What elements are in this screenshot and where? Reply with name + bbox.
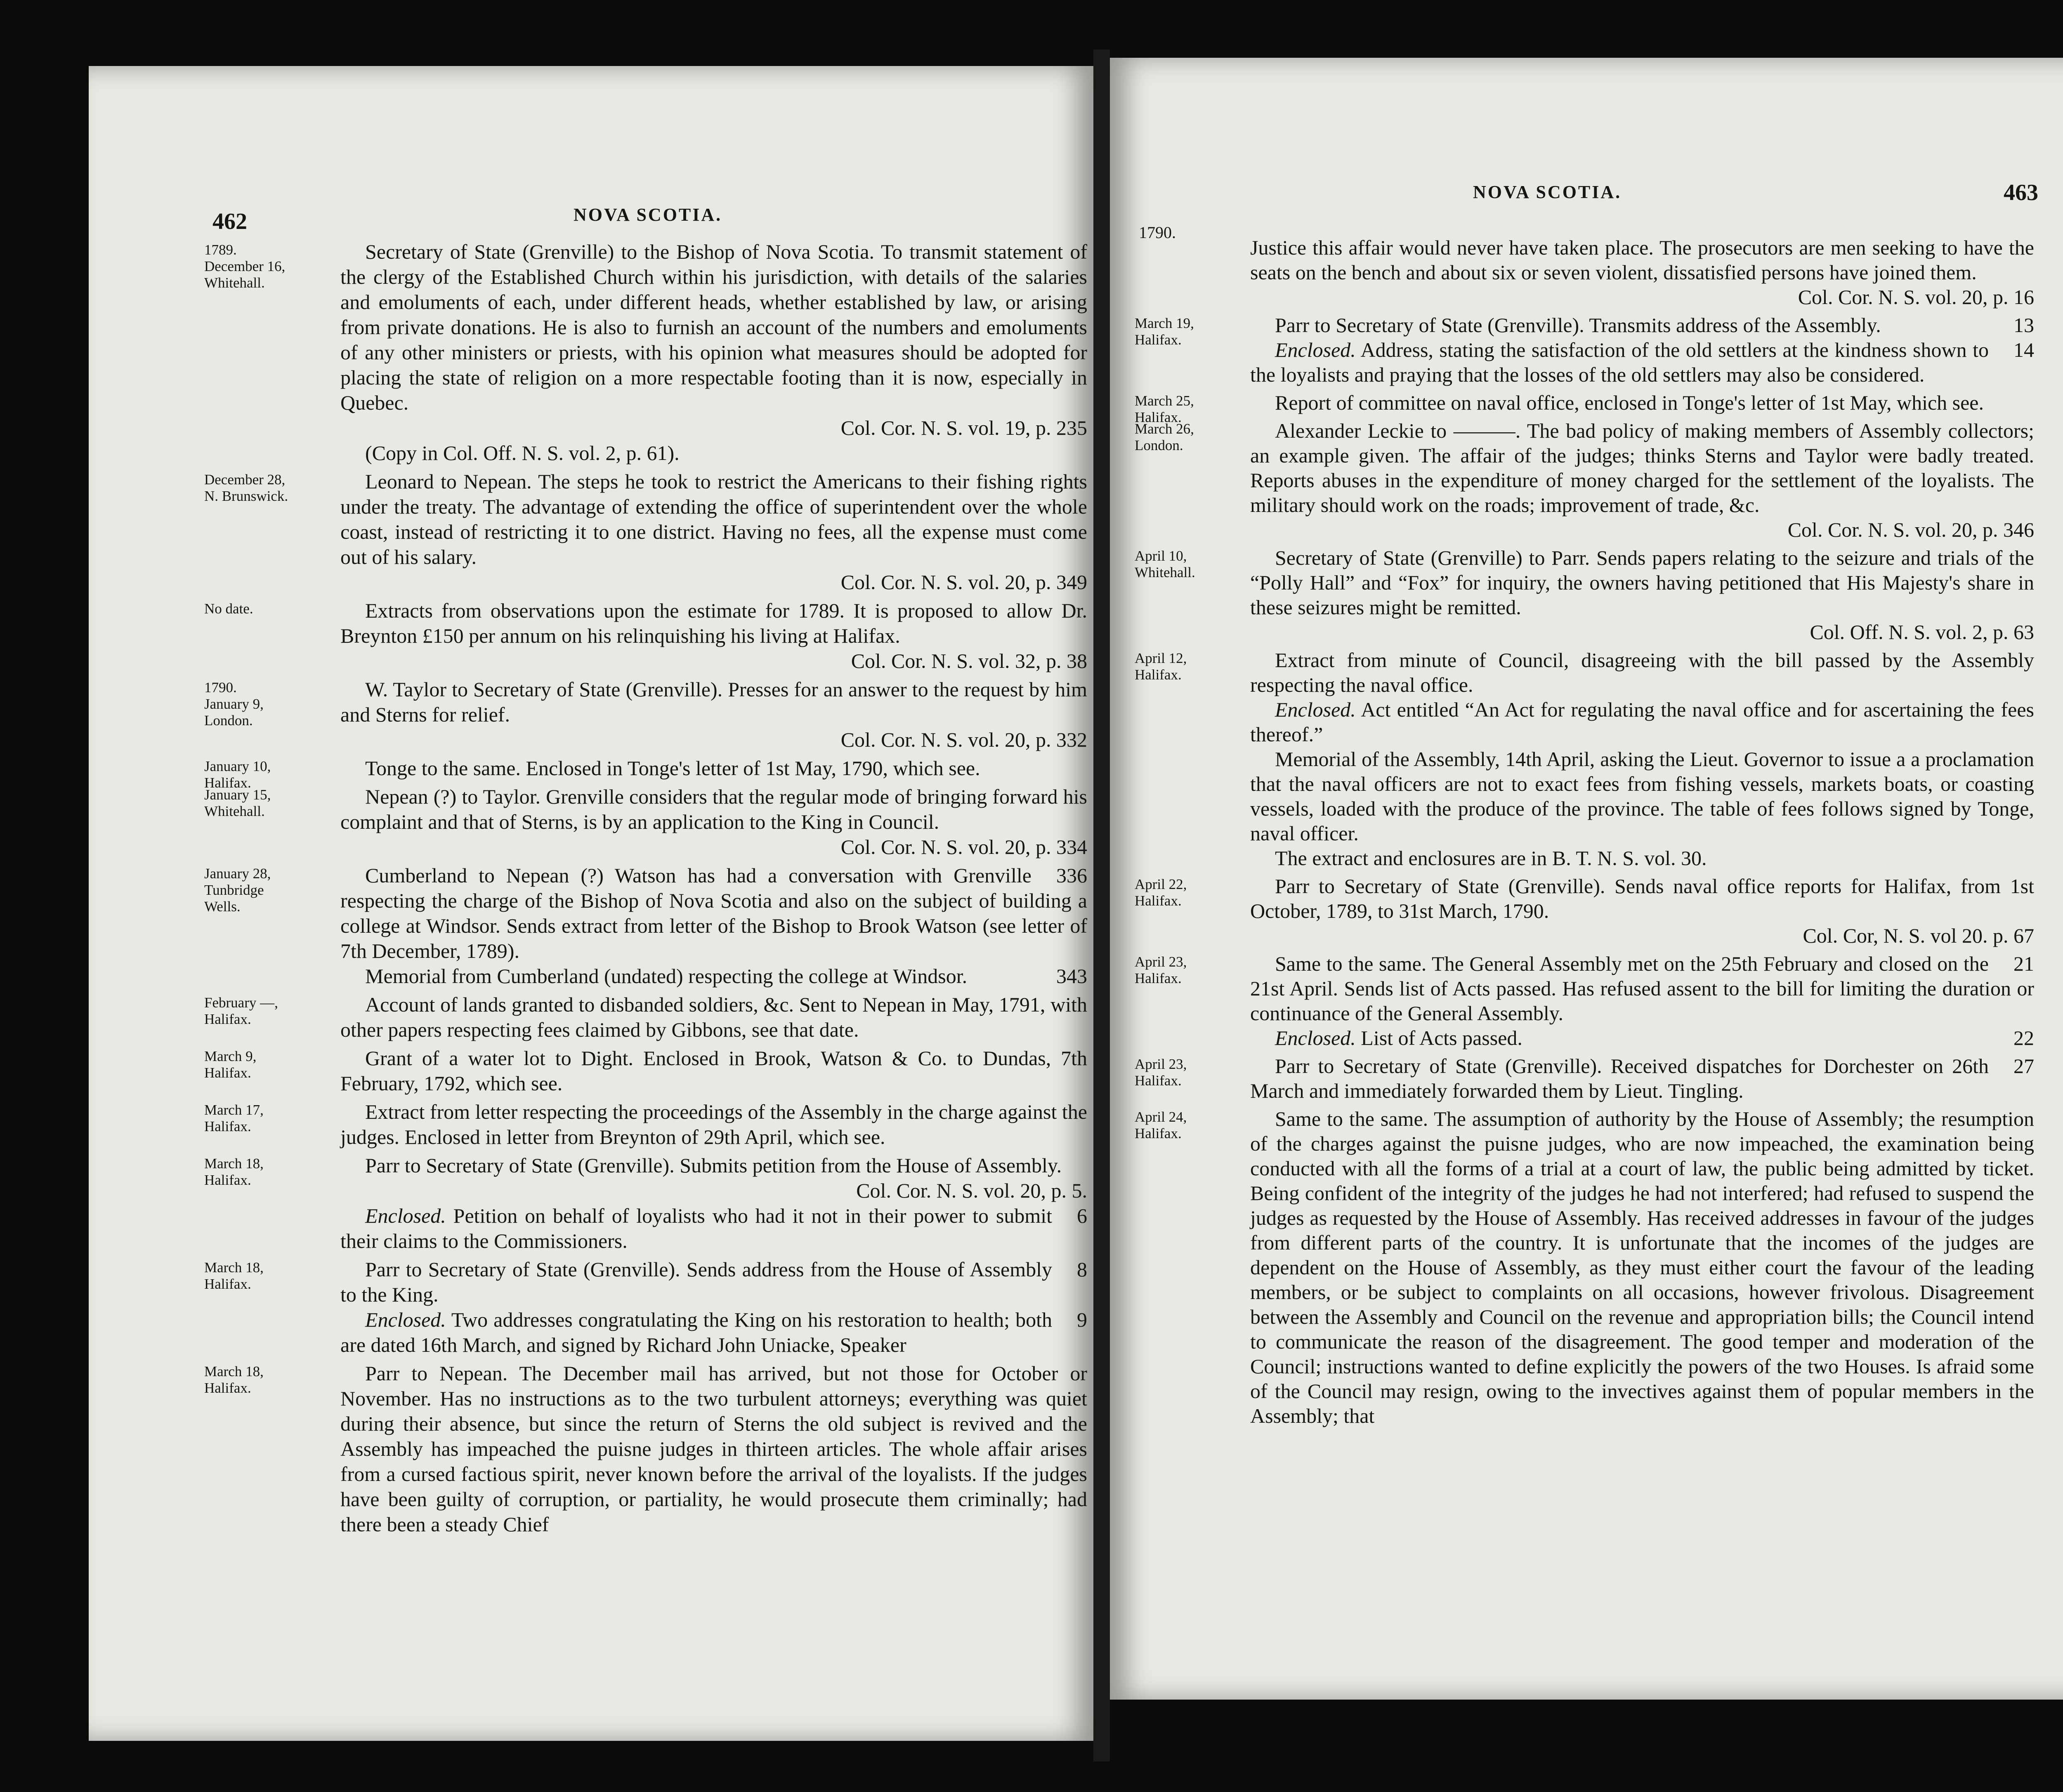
margin-date-place — [1135, 650, 1248, 683]
calendar-entry — [204, 1361, 1087, 1537]
margin-date-place — [204, 1155, 318, 1188]
entry-paragraph — [1250, 846, 2034, 870]
running-head: NOVA SCOTIA. — [1473, 182, 1622, 202]
margin-note: March 18, — [204, 1259, 264, 1276]
margin-date-place — [1135, 1109, 1248, 1142]
entry-text: (Copy in Col. Off. N. S. vol. 2, p. 61). — [365, 441, 680, 465]
entry-body — [340, 1153, 1087, 1254]
margin-note: March 18, — [204, 1363, 264, 1379]
archive-reference: 343 — [1056, 964, 1087, 988]
entry-body — [340, 677, 1087, 752]
enclosed-label: Enclosed. — [365, 1204, 446, 1227]
calendar-entry — [204, 992, 1087, 1042]
calendar-entry — [204, 1046, 1087, 1096]
margin-date-place — [204, 787, 318, 820]
year-heading: 1790. — [1139, 223, 1176, 242]
margin-note: April 22, — [1135, 876, 1187, 892]
entry-text: Parr to Nepean. The December mail has arrived, but not those for October or November. Has no instructions as to the two turbulent attorneys; everything was quiet during their absence, but since the return of Sterns the old subject is revived and the Assembly has impeached the puisne judges in thirteen articles. The whole affair arises from a cursed factious spirit, never known before the arrival of the loyalists. If the judges have been guilty of corruption, or partiality, he would prosecute them criminally; had there been a steady Chief — [340, 1362, 1087, 1536]
margin-date-place — [1135, 876, 1248, 909]
calendar-entry — [1135, 313, 2034, 387]
margin-note: March 18, — [204, 1155, 264, 1172]
margin-note: 1790. — [204, 679, 237, 696]
calendar-entry — [204, 1099, 1087, 1150]
archive-reference: 8 — [1077, 1258, 1087, 1281]
entry-paragraph — [340, 1361, 1087, 1537]
margin-date-place — [204, 242, 318, 291]
entry-text: Same to the same. The General Assembly met on the 25th February and closed on the 21st April. Sends list of Acts passed. Has refused assent to the bill for limiting the duration or continuance of the General Assembly. — [1250, 952, 2034, 1025]
margin-note: Halifax. — [1135, 893, 1182, 909]
entry-text: Extracts from observations upon the estimate for 1789. It is proposed to allow Dr. Breynton £150 per annum on his relinquishing his living at Halifax. — [340, 599, 1087, 647]
margin-note: Whitehall. — [204, 275, 265, 291]
entry-text: Parr to Secretary of State (Grenville). Sends address from the House of Assembly to the King. — [340, 1258, 1052, 1306]
entry-text: W. Taylor to Secretary of State (Grenville). Presses for an answer to the request by him and Sterns for relief. — [340, 678, 1087, 726]
entry-body — [1250, 545, 2034, 644]
entry-paragraph — [1250, 951, 2034, 1026]
entry-paragraph — [340, 756, 1087, 781]
margin-date-place — [1135, 548, 1248, 581]
margin-note: April 24, — [1135, 1109, 1187, 1125]
entry-paragraph — [340, 863, 1087, 964]
archive-reference: 336 — [1056, 864, 1087, 887]
margin-note: 1789. — [204, 242, 237, 258]
calendar-entry — [204, 863, 1087, 989]
entry-body — [340, 469, 1087, 595]
calendar-entry — [204, 1257, 1087, 1358]
archive-reference: Col. Cor. N. S. vol. 20, p. 349 — [840, 571, 1087, 594]
entry-text: Secretary of State (Grenville) to Parr. Sends papers relating to the seizure and trials of the “Polly Hall” and “Fox” for inquiry, the owners having petitioned that His Majesty's share in these seizures might be remitted. — [1250, 546, 2034, 619]
entry-text: Tonge to the same. Enclosed in Tonge's letter of 1st May, 1790, which see. — [365, 757, 980, 780]
entry-paragraph — [340, 239, 1087, 441]
archive-reference: Col. Cor. N. S. vol. 19, p. 235 — [840, 416, 1087, 439]
entry-text: Parr to Secretary of State (Grenville). Sends naval office reports for Halifax, from 1st October, 1789, to 31st March, 1790. — [1250, 875, 2034, 922]
calendar-column — [204, 239, 1087, 1540]
entry-body — [340, 1099, 1087, 1150]
margin-note: N. Brunswick. — [204, 488, 288, 504]
entry-body — [1250, 874, 2034, 948]
running-head: NOVA SCOTIA. — [574, 205, 722, 225]
margin-note: January 28, — [204, 865, 271, 882]
margin-note: April 12, — [1135, 650, 1187, 666]
enclosed-label: Enclosed. — [1275, 698, 1356, 721]
entry-paragraph — [340, 1257, 1087, 1307]
entry-body — [1250, 1106, 2034, 1428]
entry-paragraph — [340, 1307, 1087, 1358]
margin-note: No date. — [204, 601, 253, 617]
enclosed-label: Enclosed. — [1275, 1026, 1356, 1049]
entry-paragraph — [340, 1046, 1087, 1096]
entry-text: Report of committee on naval office, enclosed in Tonge's letter of 1st May, which see. — [1275, 391, 1984, 414]
entry-text: Act entitled “An Act for regulating the naval office and for ascertaining the fees thereof.” — [1250, 698, 2034, 746]
page-number: 463 — [2004, 180, 2038, 205]
margin-date-place — [204, 1048, 318, 1081]
margin-date-place — [204, 1102, 318, 1135]
archive-reference: 14 — [2013, 338, 2034, 361]
margin-note: Halifax. — [1135, 970, 1182, 986]
margin-note: April 10, — [1135, 548, 1187, 564]
margin-date-place — [204, 995, 318, 1028]
margin-date-place — [1135, 315, 1248, 348]
calendar-entry — [204, 1153, 1087, 1254]
margin-note: Halifax. — [204, 1118, 251, 1134]
margin-note: Tunbridge — [204, 882, 264, 898]
entry-paragraph — [340, 1153, 1087, 1203]
entry-text: Same to the same. The assumption of authority by the House of Assembly; the resumption of the charges against the puisne judges, who are now impeached, the examination being conducted with all the forms of a trial at a court of law, the public being admitted by ticket. Being confident of the integrity of the judges he had not interfered; had refused to suspend the judges as requested by the House of Assembly. Has received addresses in favour of the judges from different parts of the country. It is unfortunate that the incomes of the judges are dependent on the House of Assembly, as they must either court the favour of the leading members, or be subject to complaints on all occasions, however frivolous. Disagreement between the Assembly and Council on the revenue and appropriation bills; the Council intend to communicate the reason of the disagreement. The good temper and moderation of the Council; instructions wanted to define explicitly the powers of the two Houses. Is afraid some of the Council may resign, owing to the invectives against them of popular members in the Assembly; that — [1250, 1107, 2034, 1427]
margin-note: Whitehall. — [1135, 564, 1195, 580]
entry-paragraph — [1250, 235, 2034, 309]
entry-text: Grant of a water lot to Dight. Enclosed in Brook, Watson & Co. to Dundas, 7th February, 1792, which see. — [340, 1047, 1087, 1095]
entry-text: Address, stating the satisfaction of the old settlers at the kindness shown to the loyalists and praying that the losses of the old settlers may also be considered. — [1250, 338, 1989, 386]
enclosed-label: Enclosed. — [365, 1308, 446, 1331]
calendar-entry — [1135, 390, 2034, 425]
margin-note: March 26, — [1135, 421, 1194, 437]
entry-paragraph — [1250, 648, 2034, 697]
entry-body — [1250, 313, 2034, 387]
calendar-entry — [1135, 418, 2034, 542]
margin-date-place — [204, 865, 318, 915]
margin-note: Halifax. — [204, 1172, 251, 1188]
entry-paragraph — [1250, 1106, 2034, 1428]
margin-note: London. — [204, 712, 253, 729]
entry-text: List of Acts passed. — [1361, 1026, 1522, 1049]
calendar-entry — [204, 469, 1087, 595]
entry-body — [340, 598, 1087, 674]
book-gutter — [1093, 50, 1110, 1761]
margin-note: April 23, — [1135, 1056, 1187, 1072]
margin-note: Halifax. — [204, 775, 251, 791]
calendar-entry — [204, 239, 1087, 466]
right-page — [1110, 58, 2063, 1700]
entry-text: Cumberland to Nepean (?) Watson has had a conversation with Grenville respecting the charge of the Bishop of Nova Scotia and also on the subject of building a college at Windsor. Sends extract from letter of the Bishop to Brook Watson (see letter of 7th December, 1789). — [340, 864, 1087, 962]
entry-paragraph — [1250, 747, 2034, 846]
entry-paragraph — [1250, 545, 2034, 644]
entry-body — [340, 1257, 1087, 1358]
entry-text: Memorial of the Assembly, 14th April, asking the Lieut. Governor to issue a a proclamation that the naval officers are not to exact fees from fishing vessels, markets boats, or coasting vessels, loaded with the produce of the province. The table of fees follows signed by Tonge, naval officer. — [1250, 747, 2034, 845]
entry-text: Justice this affair would never have taken place. The prosecutors are men seeking to have the seats on the bench and about six or seven violent, dissatisfied persons have joined them. — [1250, 236, 2034, 284]
margin-date-place — [204, 601, 318, 617]
entry-text: The extract and enclosures are in B. T. N. S. vol. 30. — [1275, 846, 1707, 870]
calendar-column — [1135, 235, 2034, 1431]
entry-paragraph — [1250, 874, 2034, 948]
archive-reference: Col. Cor. N. S. vol. 20, p. 334 — [840, 835, 1087, 858]
margin-note: January 15, — [204, 787, 271, 803]
entry-paragraph — [340, 598, 1087, 674]
margin-date-place — [1135, 421, 1248, 454]
margin-note: Halifax. — [204, 1276, 251, 1292]
calendar-entry — [204, 677, 1087, 752]
archive-reference: Col. Cor. N. S. vol. 20, p. 332 — [840, 728, 1087, 751]
entry-text: Parr to Secretary of State (Grenville). Submits petition from the House of Assembly. — [365, 1154, 1062, 1177]
calendar-entry — [204, 598, 1087, 674]
entry-text: Secretary of State (Grenville) to the Bishop of Nova Scotia. To transmit statement of the clergy of the Established Church within his jurisdiction, with details of the salaries and emoluments of each, under different heads, whether established by law, or arising from private donations. He is also to furnish an account of the numbers and emoluments of any other ministers or priests, with his opinion what measures should be adopted for placing the state of religion on a more respectable footing than it is now, especially in Quebec. — [340, 240, 1087, 414]
entry-paragraph — [1250, 697, 2034, 747]
entry-body — [340, 992, 1087, 1042]
margin-note: Halifax. — [204, 1011, 251, 1027]
entry-paragraph — [340, 1099, 1087, 1150]
entry-paragraph — [1250, 418, 2034, 542]
enclosed-label: Enclosed. — [1275, 338, 1356, 361]
entry-body — [340, 1046, 1087, 1096]
entry-body — [340, 1361, 1087, 1537]
margin-note: London. — [1135, 437, 1183, 453]
calendar-entry — [1135, 235, 2034, 309]
margin-date-place — [1135, 954, 1248, 987]
margin-date-place — [1135, 1056, 1248, 1089]
margin-note: Halifax. — [204, 1065, 251, 1081]
archive-reference: 27 — [2013, 1054, 2034, 1078]
margin-note: Halifax. — [1135, 667, 1182, 683]
page-number: 462 — [212, 209, 247, 234]
entry-text: Petition on behalf of loyalists who had it not in their power to submit their claims to the Commissioners. — [340, 1204, 1052, 1252]
entry-body — [1250, 418, 2034, 542]
entry-paragraph — [340, 441, 1087, 466]
entry-body — [1250, 1054, 2034, 1103]
archive-reference: Col. Cor, N. S. vol 20. p. 67 — [1803, 924, 2034, 947]
calendar-entry — [1135, 545, 2034, 644]
margin-note: March 17, — [204, 1102, 264, 1118]
entry-text: Account of lands granted to disbanded soldiers, &c. Sent to Nepean in May, 1791, with other papers respecting fees claimed by Gibbons, see that date. — [340, 993, 1087, 1041]
entry-paragraph — [1250, 390, 2034, 415]
margin-note: April 23, — [1135, 954, 1187, 970]
entry-paragraph — [340, 992, 1087, 1042]
entry-body — [340, 756, 1087, 781]
archive-reference: Col. Cor. N. S. vol. 20, p. 5. — [856, 1179, 1087, 1202]
margin-note: March 19, — [1135, 315, 1194, 331]
entry-paragraph — [340, 677, 1087, 752]
entry-paragraph — [340, 784, 1087, 860]
calendar-entry — [1135, 1106, 2034, 1428]
entry-paragraph — [1250, 313, 2034, 337]
entry-paragraph — [340, 469, 1087, 595]
entry-text: Extract from minute of Council, disagreeing with the bill passed by the Assembly respecting the naval office. — [1250, 648, 2034, 696]
archive-reference: Col. Cor. N. S. vol. 20, p. 16 — [1798, 285, 2034, 309]
entry-body — [340, 784, 1087, 860]
margin-note: Halifax. — [1135, 1125, 1182, 1141]
margin-note: Halifax. — [1135, 332, 1182, 348]
archive-reference: Col. Off. N. S. vol. 2, p. 63 — [1810, 620, 2034, 644]
entry-text: Alexander Leckie to ———. The bad policy of making members of Assembly collectors; an example given. The affair of the judges; thinks Sterns and Taylor were badly treated. Reports abuses in the expenditure of money charged for the settlement of the loyalists. The military should work on the roads; improvement of trade, &c. — [1250, 419, 2034, 516]
margin-note: January 9, — [204, 696, 264, 712]
archive-reference: 6 — [1077, 1204, 1087, 1227]
archive-reference: 9 — [1077, 1308, 1087, 1331]
archive-reference: Col. Cor. N. S. vol. 20, p. 346 — [1787, 518, 2034, 541]
entry-text: Memorial from Cumberland (undated) respecting the college at Windsor. — [365, 964, 968, 988]
margin-date-place — [204, 1259, 318, 1292]
margin-note: Whitehall. — [204, 803, 265, 819]
left-page — [89, 66, 1093, 1741]
margin-note: January 10, — [204, 758, 271, 774]
margin-note: Halifax. — [204, 1380, 251, 1396]
margin-note: March 25, — [1135, 393, 1194, 409]
margin-note: December 16, — [204, 258, 286, 274]
margin-note: Wells. — [204, 898, 241, 915]
entry-paragraph — [1250, 1054, 2034, 1103]
calendar-entry — [1135, 874, 2034, 948]
margin-note: February —, — [204, 995, 278, 1011]
entry-body — [340, 863, 1087, 989]
margin-date-place — [204, 472, 318, 505]
entry-paragraph — [340, 964, 1087, 989]
archive-reference: 21 — [2013, 952, 2034, 975]
entry-paragraph — [340, 1203, 1087, 1254]
entry-text: Extract from letter respecting the proceedings of the Assembly in the charge against the judges. Enclosed in letter from Breynton of 29th April, which see. — [340, 1100, 1087, 1148]
archive-reference: 13 — [2013, 314, 2034, 337]
entry-body — [1250, 648, 2034, 870]
entry-text: Parr to Secretary of State (Grenville). Transmits address of the Assembly. — [1275, 314, 1881, 337]
entry-text: Two addresses congratulating the King on his restoration to health; both are dated 16th March, and signed by Richard John Uniacke, Speaker — [340, 1308, 1052, 1356]
calendar-entry — [1135, 648, 2034, 870]
margin-date-place — [204, 679, 318, 729]
margin-note: December 28, — [204, 472, 286, 488]
entry-paragraph — [1250, 337, 2034, 387]
entry-body — [1250, 951, 2034, 1050]
margin-note: Halifax. — [1135, 409, 1182, 425]
entry-text: Leonard to Nepean. The steps he took to restrict the Americans to their fishing rights under the treaty. The advantage of extending the office of superintendent over the whole coast, instead of restricting it to one district. Having no fees, all the expense must come out of his salary. — [340, 470, 1087, 568]
archive-reference: 22 — [2013, 1026, 2034, 1049]
entry-body — [1250, 390, 2034, 415]
entry-body — [1250, 235, 2034, 309]
entry-body — [340, 239, 1087, 466]
margin-note: Halifax. — [1135, 1073, 1182, 1089]
calendar-entry — [204, 756, 1087, 791]
calendar-entry — [1135, 1054, 2034, 1103]
calendar-entry — [1135, 951, 2034, 1050]
calendar-entry — [204, 784, 1087, 860]
entry-paragraph — [1250, 1026, 2034, 1050]
entry-text: Parr to Secretary of State (Grenville). Received dispatches for Dorchester on 26th March and immediately forwarded them by Lieut. Tingling. — [1250, 1054, 1989, 1102]
margin-note: March 9, — [204, 1048, 257, 1064]
archive-reference: Col. Cor. N. S. vol. 32, p. 38 — [851, 649, 1087, 672]
margin-date-place — [204, 1363, 318, 1396]
entry-text: Nepean (?) to Taylor. Grenville considers that the regular mode of bringing forward his complaint and that of Sterns, is by an application to the King in Council. — [340, 785, 1087, 833]
